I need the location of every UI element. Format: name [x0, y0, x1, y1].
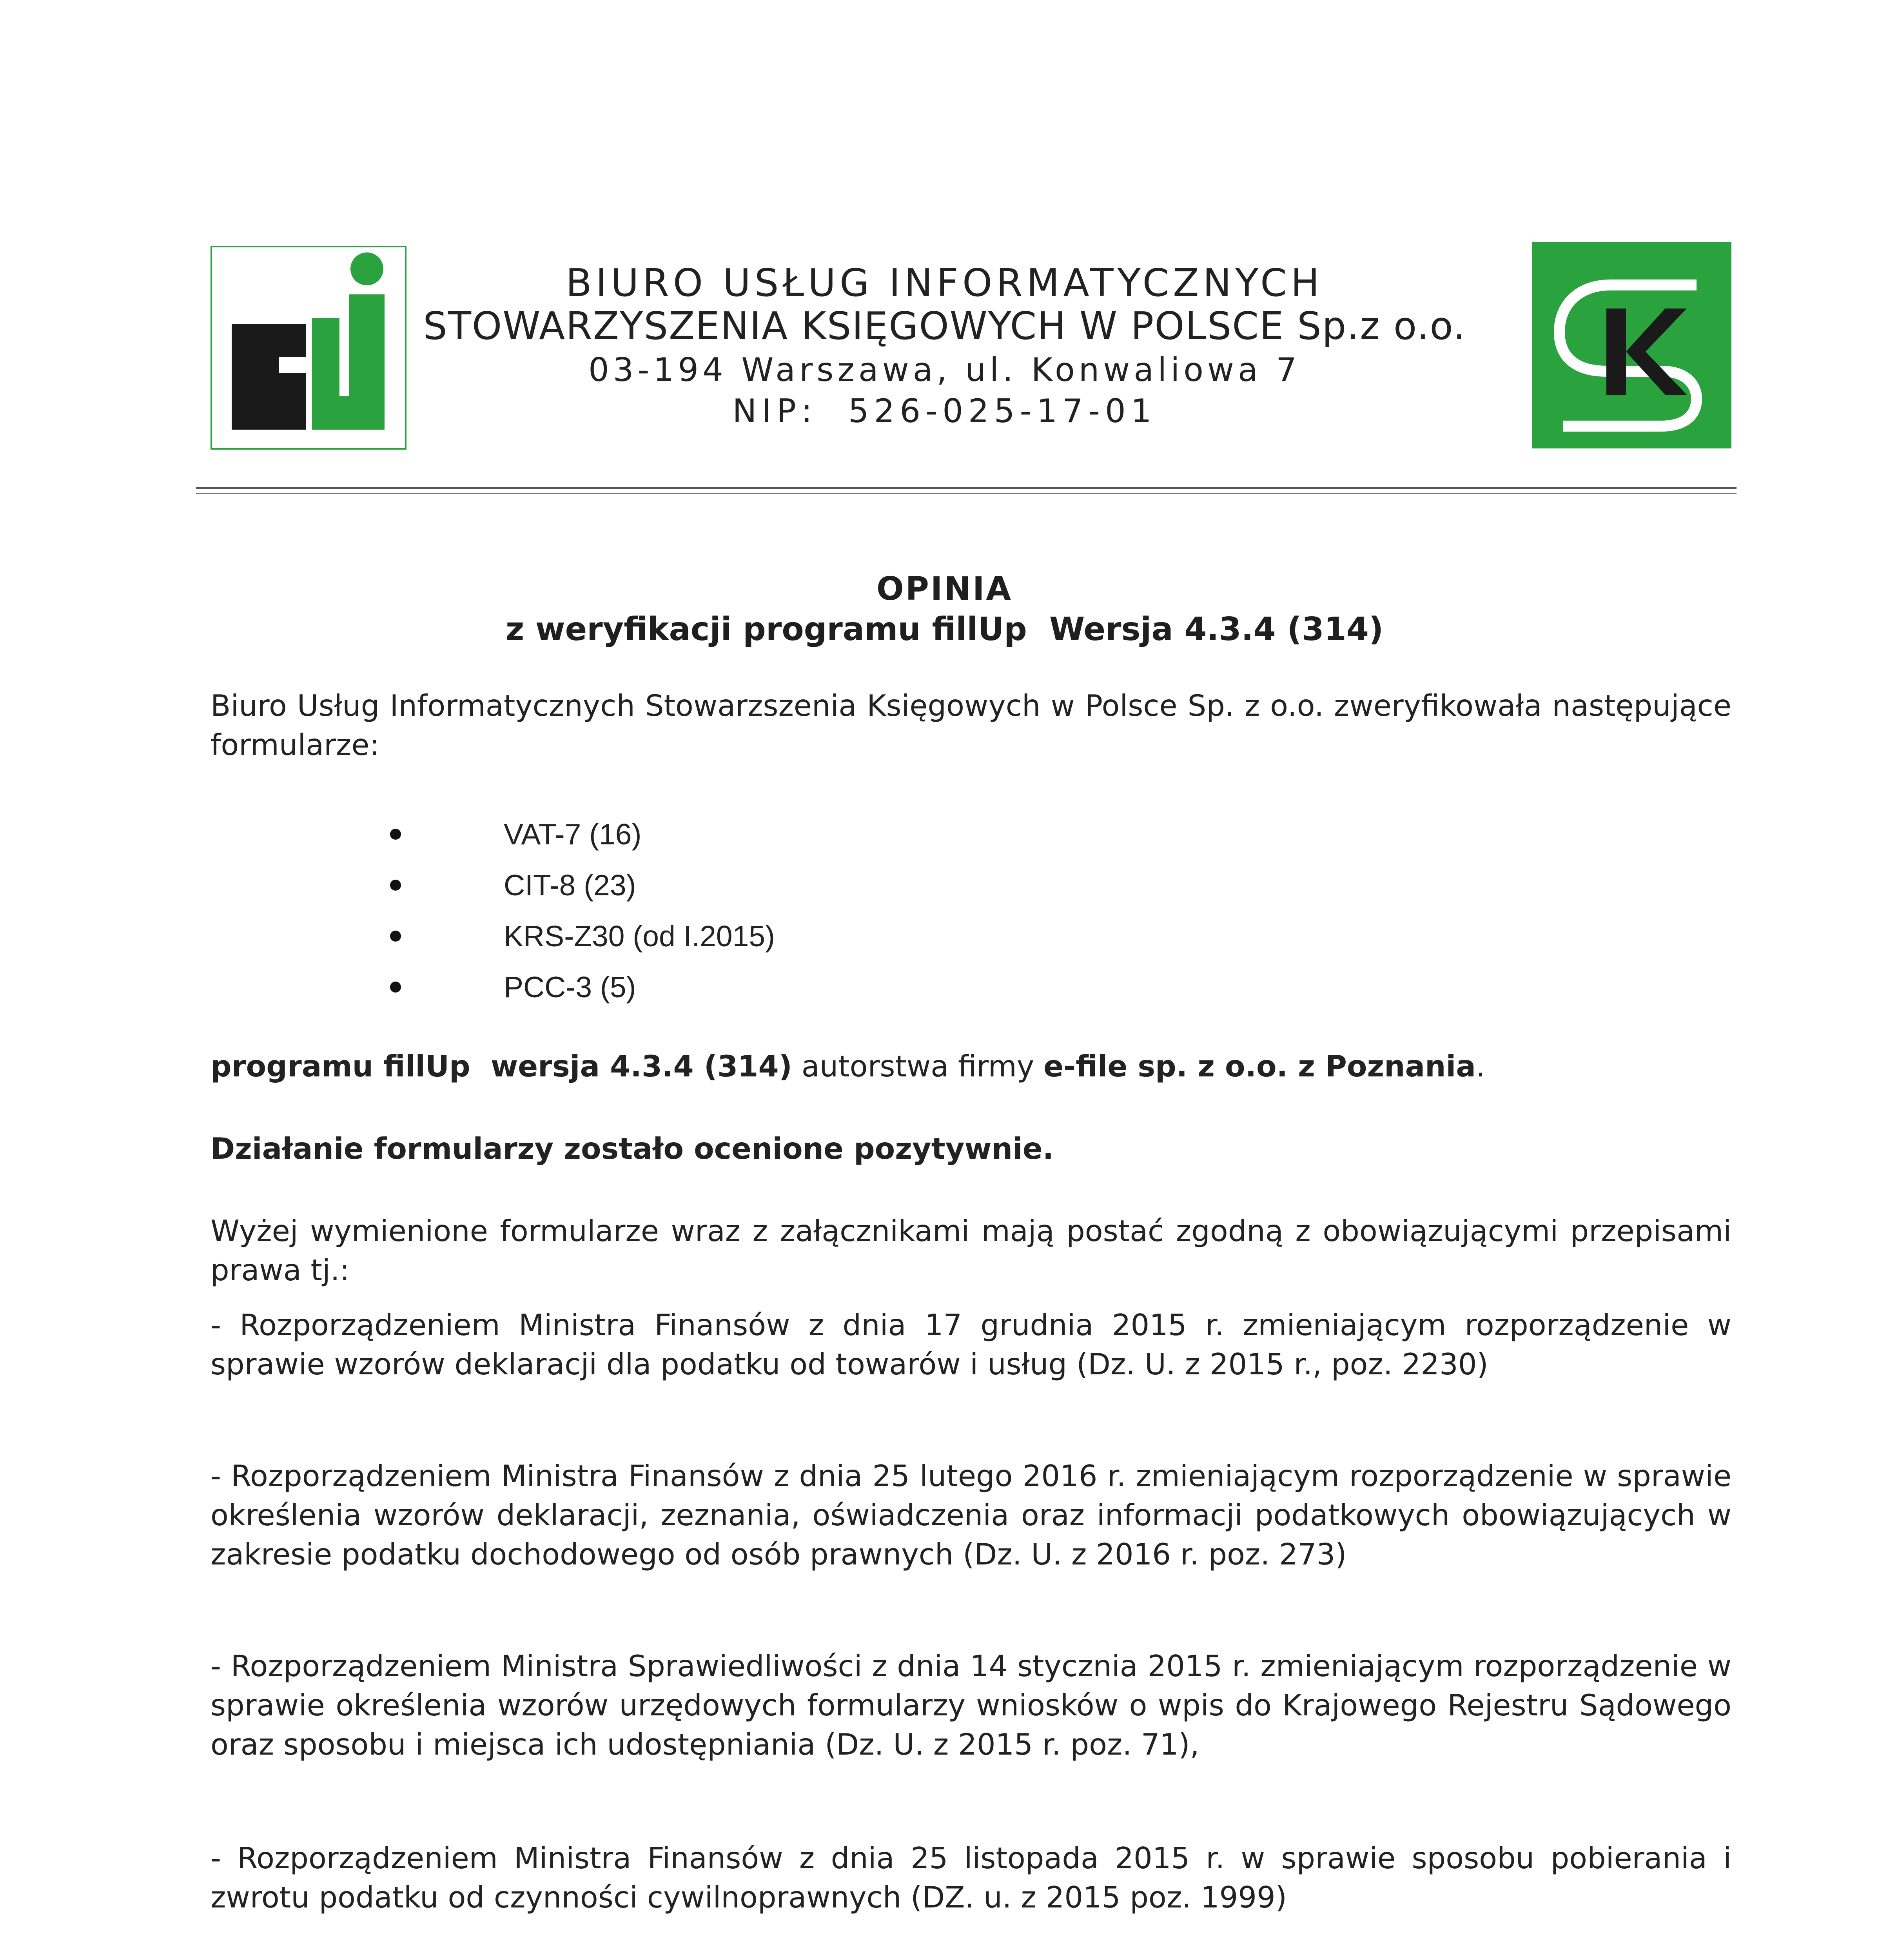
- document-title: OPINIA: [876, 570, 1013, 608]
- form-item: KRS-Z30 (od I.2015): [504, 916, 1288, 967]
- forms-list: [504, 815, 1288, 1018]
- skwp-logo-graphic: [1532, 242, 1731, 448]
- header-divider-thin: [196, 493, 1737, 494]
- regulation-item: - Rozporządzeniem Ministra Finansów z dnia 25 listopada 2015 r. w sprawie sposobu pobierania i zwrotu podatku od czynności cywilnoprawnych (DZ. u. z 2015 poz. 1999): [210, 1841, 1731, 1915]
- form-item: VAT-7 (16): [504, 815, 1288, 866]
- company-address: 03-194 Warszawa, ul. Konwaliowa 7: [588, 351, 1301, 389]
- program-author: e-file sp. z o.o. z Poznania: [1043, 1049, 1476, 1083]
- regulation-item: - Rozporządzeniem Ministra Finansów z dnia 25 lutego 2016 r. zmieniającym rozporządzenie w sprawie określenia wzorów deklaracji, zeznania, oświadczenia oraz informacji podatkowych obowiązujących w zakresie podatku dochodowego od osób prawnych (Dz. U. z 2016 r. poz. 273): [210, 1459, 1731, 1572]
- form-item: PCC-3 (5): [504, 967, 1288, 1018]
- document-subtitle: z weryfikacji programu fillUp Wersja 4.3.4 (314): [505, 611, 1384, 648]
- program-line-end: .: [1475, 1049, 1485, 1083]
- form-item: CIT-8 (23): [504, 866, 1288, 916]
- company-name-line-1: BIURO USŁUG INFORMATYCZNYCH: [566, 261, 1323, 305]
- compliance-intro: Wyżej wymienione formularze wraz z załącznikami mają postać zgodną z obowiązującymi przepisami prawa tj.:: [210, 1214, 1731, 1287]
- regulation-item: - Rozporządzeniem Ministra Sprawiedliwości z dnia 14 stycznia 2015 r. zmieniającym rozporządzenie w sprawie określenia wzorów urzędowych formularzy wniosków o wpis do Krajowego Rejestru Sądowego oraz sposobu i miejsca ich udostępniania (Dz. U. z 2015 r. poz. 71),: [210, 1649, 1731, 1762]
- skwp-logo: [1532, 242, 1731, 448]
- header-divider: [196, 487, 1737, 489]
- program-name: programu fillUp wersja 4.3.4 (314): [210, 1049, 792, 1083]
- program-line-text: autorstwa firmy: [792, 1049, 1044, 1083]
- program-line: [210, 1047, 1731, 1086]
- regulation-item: - Rozporządzeniem Ministra Finansów z dnia 17 grudnia 2015 r. zmieniającym rozporządzenie w sprawie wzorów deklaracji dla podatku od towarów i usług (Dz. U. z 2015 r., poz. 2230): [210, 1308, 1731, 1381]
- company-nip: NIP: 526-025-17-01: [732, 392, 1157, 430]
- intro-paragraph: Biuro Usług Informatycznych Stowarzszenia Księgowych w Polsce Sp. z o.o. zweryfikowała następujące formularze:: [210, 688, 1731, 762]
- evaluation-statement: Działanie formularzy zostało ocenione pozytywnie.: [210, 1131, 1054, 1166]
- company-name-line-2: STOWARZYSZENIA KSIĘGOWYCH W POLSCE Sp.z o.o.: [423, 304, 1466, 348]
